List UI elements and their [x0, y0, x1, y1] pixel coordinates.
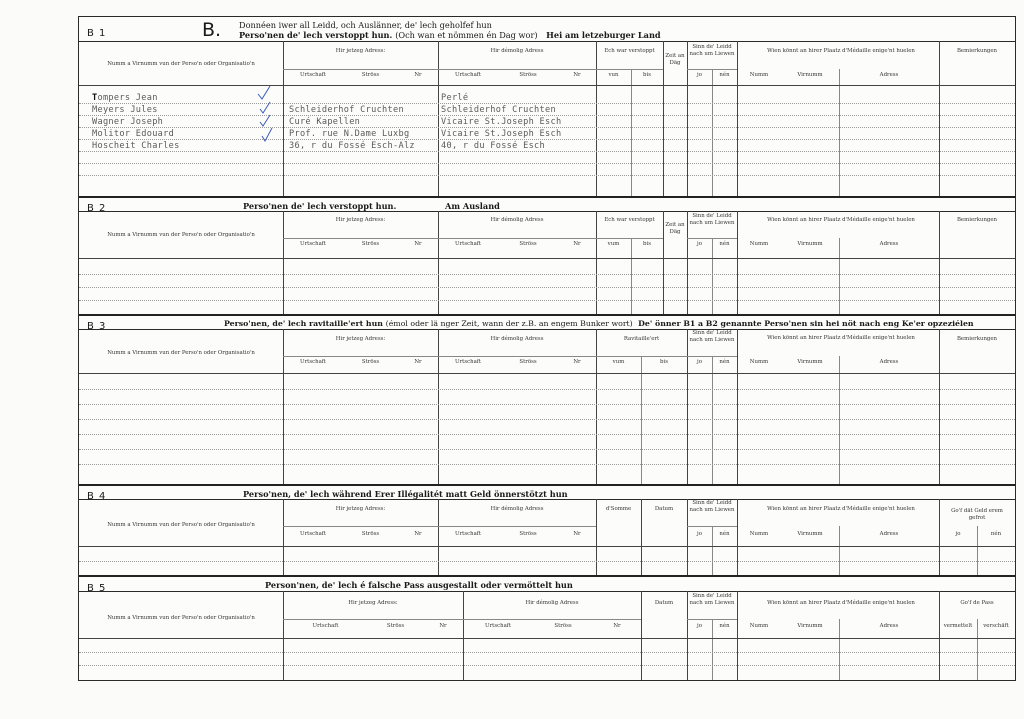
pass-given: vermettelt [943, 623, 973, 629]
check-mark-icon [261, 127, 273, 143]
yes-header: jo [697, 623, 702, 629]
date-header: Datum [654, 506, 674, 512]
title-tail: Hei am letzeburger Land [546, 30, 661, 40]
entry-former: Vicaire St.Joseph Esch [441, 117, 562, 127]
section-title-tail: Am Ausland [445, 201, 500, 211]
section-title: Perso'nen de' lech verstoppt hun. [243, 201, 397, 211]
sub-street: Ströss [554, 623, 572, 629]
entry-current: Prof. rue N.Dame Luxbg [289, 129, 410, 139]
section-b1 [79, 17, 1015, 197]
name-column-header: Numm a Virnumm vun der Perso'n oder Organisatio'n [107, 61, 255, 67]
no-header: nén [719, 359, 730, 365]
alive-header: Sinn de' Leidd nach um Liewen [689, 593, 735, 606]
entry-former: 40, r du Fossé Esch [441, 141, 546, 151]
section-b2 [79, 198, 1015, 315]
former-address-header: Hir démolig Adress [490, 506, 544, 512]
sub-town: Urtschaft [455, 72, 481, 78]
medal-first: Virnumm [797, 72, 823, 78]
hidden-header: Ech war verstoppt [604, 217, 655, 223]
time-header: Zeit an Däg [665, 222, 685, 235]
sub-street: Ströss [361, 359, 380, 365]
entry-former: Vicaire St.Joseph Esch [441, 129, 562, 139]
medal-address: Adress [879, 241, 899, 247]
alive-header: Sinn de' Leidd nach um Liewen [689, 213, 735, 226]
section-code: B 4 [87, 491, 107, 502]
name-column-header: Numm a Virnumm vun der Perso'n oder Organisatio'n [107, 350, 255, 356]
name-column-header: Numm a Virnumm vun der Perso'n oder Organisatio'n [107, 615, 255, 621]
entry-current: 36, r du Fossé Esch-Alz [289, 141, 415, 151]
section-b5 [79, 577, 1015, 680]
check-mark-icon [257, 85, 271, 101]
name-column-header: Numm a Virnumm vun der Perso'n oder Organisatio'n [107, 232, 255, 238]
yes-header: jo [697, 359, 702, 365]
section-title-line1: Donnéen iwer all Leidd, och Auslänner, de' lech geholfef hun [239, 20, 492, 30]
sub-nr: Nr [439, 623, 447, 629]
section-title: Person'nen, de' lech é falsche Pass ausgestallt oder vermöttelt hun [265, 580, 573, 590]
hidden-header: Ech war verstoppt [604, 48, 655, 54]
section-code: B 3 [87, 321, 107, 332]
until-header: bis [660, 359, 668, 365]
sub-nr: Nr [573, 72, 581, 78]
title-note: (émol oder lä nger Zeit, wann der z.B. an engem Bunker wort) [385, 319, 633, 328]
section-title [224, 319, 974, 328]
alive-header: Sinn de' Leidd nach um Liewen [689, 44, 735, 57]
sub-nr: Nr [613, 623, 621, 629]
former-address-header: Hir démolig Adress [490, 336, 544, 342]
medal-first: Virnumm [797, 531, 823, 537]
section-b4 [79, 486, 1015, 576]
entry-current: Curé Kapellen [289, 117, 361, 127]
medal-first: Virnumm [797, 623, 823, 629]
yes-header: jo [697, 241, 702, 247]
sub-town: Urtschaft [312, 623, 339, 629]
sub-town: Urtschaft [300, 72, 326, 78]
section-title: Perso'nen, de' lech während Erer Illégalitét matt Geld önnerstötzt hun [243, 489, 568, 499]
sub-nr: Nr [414, 241, 422, 247]
medal-header: Wien könnt an hirer Plaatz d'Médaille enige'nt huelen [767, 48, 915, 54]
title-bold: Perso'nen de' lech verstoppt hun. [239, 30, 393, 40]
entry-former: Perlé [441, 93, 469, 103]
sub-town: Urtschaft [300, 359, 326, 365]
sub-street: Ströss [519, 531, 537, 537]
former-address-header: Hir démolig Adress [490, 217, 544, 223]
section-code: B 1 [87, 28, 107, 39]
sub-street: Ströss [386, 623, 405, 629]
time-header: Zeit an Däg [665, 53, 685, 66]
current-address-header: Hir jetzeg Adress: [335, 217, 386, 223]
remarks-header: Bemierkungen [956, 48, 998, 54]
sub-town: Urtschaft [455, 359, 481, 365]
entry-name: Wagner Joseph [92, 117, 164, 127]
check-mark-icon [259, 101, 271, 115]
remarks-header: Bemierkungen [956, 217, 998, 223]
entry-name: Tompers Jean [92, 93, 158, 103]
until-header: bis [643, 241, 651, 247]
title-note: (Och wan et nömmen én Dag wor) [395, 30, 538, 40]
entry-former: Schleiderhof Cruchten [441, 105, 556, 115]
from-header: vun [608, 72, 619, 78]
title-tail: De' önner B1 a B2 genannte Perso'nen sin hei nöt nach eng Ke'er opzeziélen [638, 319, 974, 328]
entry-name: Molitor Edouard [92, 129, 175, 139]
pass-header: Go'f de Pass [960, 600, 994, 606]
former-address-header: Hir démolig Adress [525, 600, 579, 606]
entry-name: Meyers Jules [92, 105, 158, 115]
yes-header: jo [697, 531, 702, 537]
alive-header: Sinn de' Leidd nach um Liewen [689, 330, 735, 343]
medal-name: Numm [749, 531, 769, 537]
sub-nr: Nr [573, 531, 581, 537]
former-address-header: Hir démolig Adress [490, 48, 544, 54]
sub-town: Urtschaft [300, 531, 326, 537]
sub-town: Urtschaft [455, 241, 481, 247]
money-header: Go'f dät Geld erem gefrot [951, 508, 1003, 521]
section-title-line2 [239, 30, 661, 40]
sum-header: d'Somme [605, 506, 632, 512]
current-address-header: Hir jetzeg Adress: [335, 48, 386, 54]
medal-name: Numm [749, 241, 769, 247]
date-header: Datum [654, 600, 674, 606]
sub-town: Urtschaft [455, 531, 481, 537]
no-header: nén [719, 241, 730, 247]
sub-street: Ströss [361, 241, 380, 247]
section-big-letter: B. [202, 19, 222, 41]
medal-header: Wien könnt an hirer Plaatz d'Médaille enige'nt huelen [767, 600, 915, 606]
until-header: bis [643, 72, 651, 78]
medal-header: Wien könnt an hirer Plaatz d'Médaille enige'nt huelen [767, 335, 915, 341]
name-column-header: Numm a Virnumm vun der Perso'n oder Organisatio'n [107, 522, 255, 528]
sub-nr: Nr [414, 72, 422, 78]
form-sheet [78, 16, 1016, 681]
current-address-header: Hir jetzeg Adress: [335, 336, 386, 342]
no-header: nén [719, 72, 730, 78]
no-header: nén [719, 623, 730, 629]
medal-first: Virnumm [797, 241, 823, 247]
from-header: vum [607, 241, 620, 247]
medal-address: Adress [879, 359, 899, 365]
medal-first: Virnumm [797, 359, 823, 365]
remarks-header: Bemierkungen [956, 336, 998, 342]
medal-name: Numm [749, 72, 769, 78]
sub-town: Urtschaft [300, 241, 326, 247]
section-code: B 5 [87, 583, 107, 594]
medal-address: Adress [879, 531, 899, 537]
check-mark-icon [259, 114, 271, 128]
alive-header: Sinn de' Leidd nach um Liewen [689, 500, 735, 513]
medal-header: Wien könnt an hirer Plaatz d'Médaille enige'nt huelen [767, 217, 915, 223]
sub-nr: Nr [573, 359, 581, 365]
entry-name: Hoscheit Charles [92, 141, 180, 151]
yes-header: jo [697, 72, 702, 78]
sub-street: Ströss [361, 72, 380, 78]
ravitailleert-header: Ravitaille'ert [623, 336, 660, 342]
medal-name: Numm [749, 623, 769, 629]
medal-header: Wien könnt an hirer Plaatz d'Médaille enige'nt huelen [767, 506, 915, 512]
sub-street: Ströss [519, 241, 537, 247]
medal-address: Adress [879, 72, 899, 78]
sub-nr: Nr [573, 241, 581, 247]
current-address-header: Hir jetzeg Adress: [348, 600, 398, 606]
pass-made: verschäft [983, 623, 1009, 629]
money-no: nén [990, 531, 1002, 537]
no-header: nén [719, 531, 730, 537]
medal-name: Numm [749, 359, 769, 365]
sub-street: Ströss [361, 531, 380, 537]
from-header: vum [612, 359, 625, 365]
title-bold: Perso'nen, de' lech ravitaille'ert hun [224, 319, 383, 328]
current-address-header: Hir jetzeg Adress: [335, 506, 386, 512]
medal-address: Adress [879, 623, 899, 629]
sub-nr: Nr [414, 531, 422, 537]
sub-street: Ströss [519, 72, 537, 78]
section-b3 [79, 316, 1015, 485]
sub-nr: Nr [414, 359, 422, 365]
sub-town: Urtschaft [485, 623, 511, 629]
sub-street: Ströss [519, 359, 537, 365]
money-yes: jo [955, 531, 961, 537]
section-code: B 2 [87, 203, 107, 214]
entry-current: Schleiderhof Cruchten [289, 105, 404, 115]
